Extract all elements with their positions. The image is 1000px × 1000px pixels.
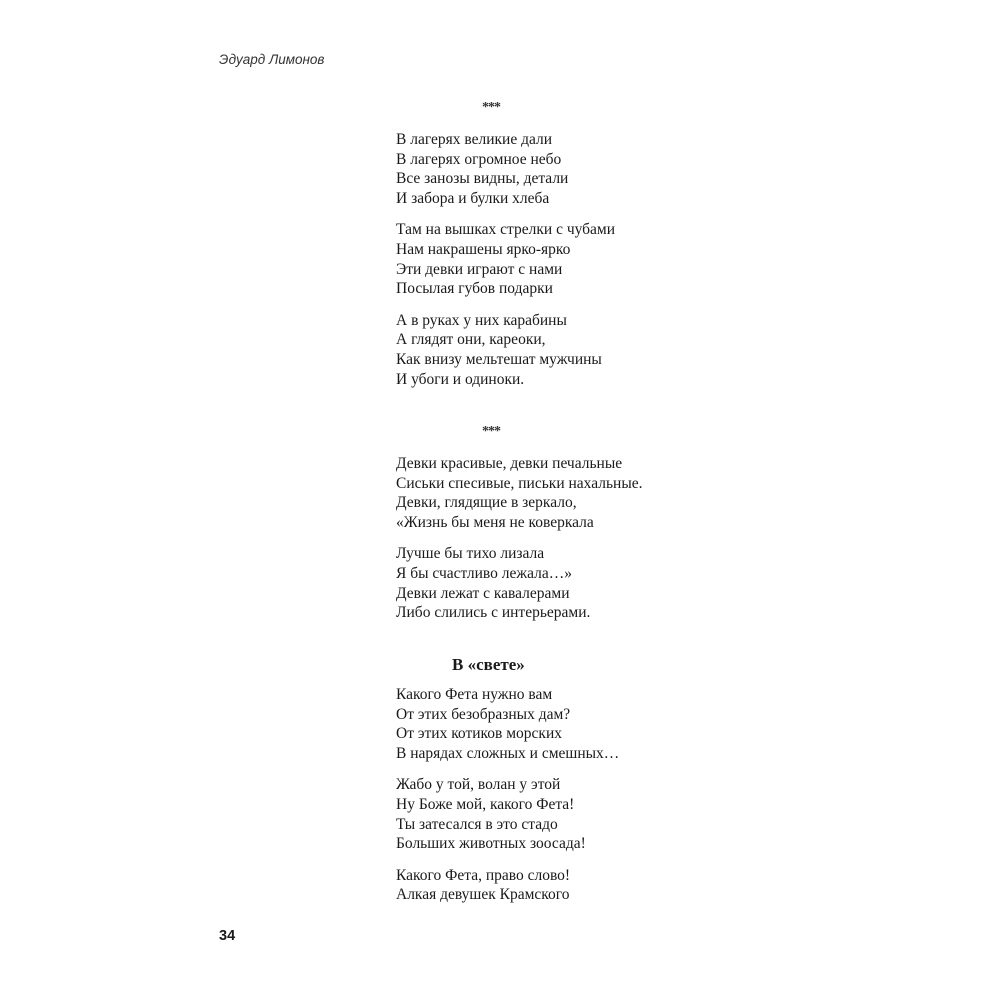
poem-line: Какого Фета нужно вам: [396, 686, 553, 703]
poem-line: Как внизу мельтешат мужчины: [396, 351, 602, 369]
poem-1: [396, 130, 816, 401]
stanza: [396, 130, 816, 209]
poem-line: Ты затесался в это стадо: [396, 815, 558, 833]
poem-line: Нам накрашены ярко-ярко: [396, 241, 571, 259]
poem-line: Я бы счастливо лежала…»: [396, 565, 572, 583]
poem-line: Девки лежат с кавалерами: [396, 584, 570, 602]
poem-line: Там на вышках стрелки с чубами: [396, 221, 616, 239]
poem-line: И забора и булки хлеба: [396, 190, 550, 208]
poem-line: От этих безобразных дам?: [396, 705, 571, 723]
poem-line: Либо слились с интерьерами.: [396, 604, 591, 622]
stanza: [396, 685, 816, 764]
poem-line: В лагерях великие дали: [396, 131, 553, 148]
poem-line: Ну Боже мой, какого Фета!: [396, 796, 575, 814]
poem-line: «Жизнь бы меня не коверкала: [396, 514, 594, 532]
section-separator: ***: [482, 100, 500, 115]
poem-line: А глядят они, кареоки,: [396, 331, 546, 349]
stanza: [396, 220, 816, 299]
poem-line: Какого Фета, право слово!: [396, 866, 571, 884]
poem-line: Алкая девушек Крамского: [396, 886, 570, 904]
poem-line: От этих котиков морских: [396, 725, 562, 743]
poem-line: И убоги и одиноки.: [396, 370, 525, 388]
poem-line: Лучше бы тихо лизала: [396, 545, 545, 563]
poem-line: В лагерях огромное небо: [396, 150, 562, 168]
poem-line: Жабо у той, волан у этой: [396, 776, 561, 794]
poem-line: Девки, глядящие в зеркало,: [396, 494, 577, 512]
poem-2: [396, 454, 816, 635]
stanza: [396, 775, 816, 854]
stanza: [396, 311, 816, 390]
poem-line: В нарядах сложных и смешных…: [396, 745, 620, 763]
stanza: [396, 454, 816, 533]
stanza: [396, 544, 816, 623]
poem-line: Сиськи спесивые, письки нахальные.: [396, 474, 643, 492]
running-head: Эдуард Лимонов: [219, 52, 325, 67]
section-separator: ***: [482, 424, 500, 439]
poem-title: В «свете»: [452, 655, 525, 674]
poem-line: Посылая губов подарки: [396, 280, 553, 298]
poem-line: Эти девки играют с нами: [396, 260, 563, 278]
poem-line: Больших животных зоосада!: [396, 835, 586, 853]
poem-line: А в руках у них карабины: [396, 311, 567, 329]
page-number: 34: [219, 928, 236, 944]
poem-line: Все занозы видны, детали: [396, 170, 569, 188]
stanza: [396, 866, 816, 905]
poem-3: [396, 685, 816, 917]
poem-line: Девки красивые, девки печальные: [396, 455, 623, 472]
